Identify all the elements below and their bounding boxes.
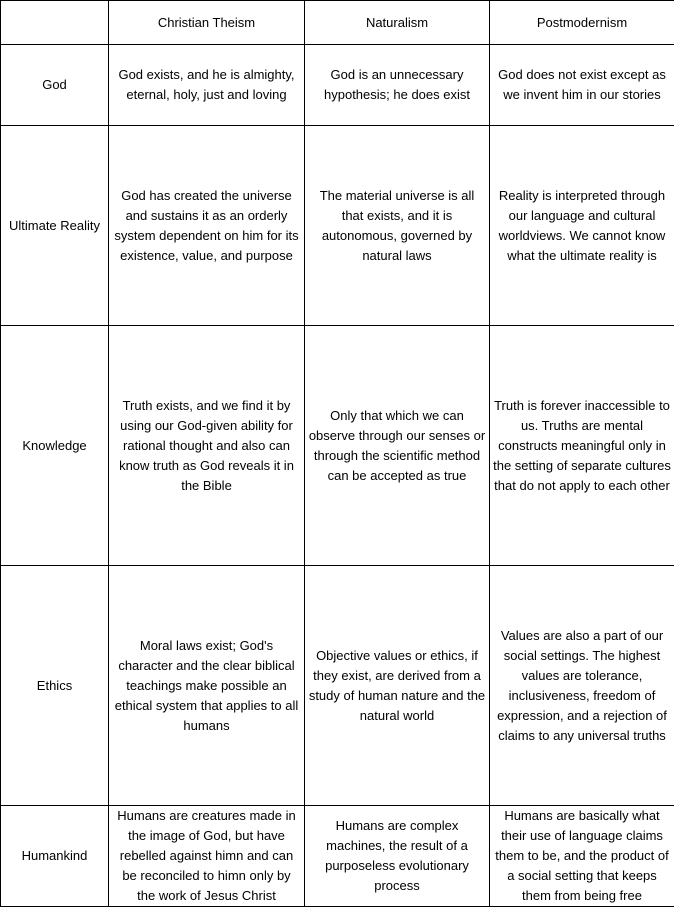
cell-reality-naturalism: The material universe is all that exists, and it is autonomous, governed by natural laws [305,126,490,326]
row-label-humankind: Humankind [1,806,109,907]
table-row-ultimate-reality [1,126,674,326]
row-label-ultimate-reality: Ultimate Reality [1,126,109,326]
header-row [1,1,674,45]
cell-god-postmodernism: God does not exist except as we invent him in our stories [490,45,674,126]
cell-reality-postmodernism: Reality is interpreted through our language and cultural worldviews. We cannot know what the ultimate reality is [490,126,674,326]
column-header-postmodernism: Postmodernism [490,1,674,45]
row-label-ethics: Ethics [1,566,109,806]
row-label-god: God [1,45,109,126]
column-header-christian-theism: Christian Theism [109,1,305,45]
table-row-humankind [1,806,674,907]
cell-humankind-christian-theism: Humans are creatures made in the image of God, but have rebelled against himn and can be reconciled to himn only by the work of Jesus Christ [109,806,305,907]
cell-knowledge-postmodernism: Truth is forever inaccessible to us. Truths are mental constructs meaningful only in the setting of separate cultures that do not apply to each other [490,326,674,566]
cell-reality-christian-theism: God has created the universe and sustains it as an orderly system dependent on him for its existence, value, and purpose [109,126,305,326]
cell-knowledge-naturalism: Only that which we can observe through our senses or through the scientific method can be accepted as true [305,326,490,566]
cell-god-naturalism: God is an unnecessary hypothesis; he does exist [305,45,490,126]
cell-humankind-postmodernism: Humans are basically what their use of language claims them to be, and the product of a social setting that keeps them from being free [490,806,674,907]
cell-ethics-naturalism: Objective values or ethics, if they exist, are derived from a study of human nature and the natural world [305,566,490,806]
cell-god-christian-theism: God exists, and he is almighty, eternal, holy, just and loving [109,45,305,126]
table-row-god [1,45,674,126]
row-label-knowledge: Knowledge [1,326,109,566]
cell-humankind-naturalism: Humans are complex machines, the result of a purposeless evolutionary process [305,806,490,907]
table-row-knowledge [1,326,674,566]
cell-ethics-postmodernism: Values are also a part of our social settings. The highest values are tolerance, inclusiveness, freedom of expression, and a rejection of claims to any universal truths [490,566,674,806]
column-header-naturalism: Naturalism [305,1,490,45]
table-row-ethics [1,566,674,806]
cell-knowledge-christian-theism: Truth exists, and we find it by using our God-given ability for rational thought and also can know truth as God reveals it in the Bible [109,326,305,566]
cell-ethics-christian-theism: Moral laws exist; God's character and the clear biblical teachings make possible an ethical system that applies to all humans [109,566,305,806]
corner-cell [1,1,109,45]
